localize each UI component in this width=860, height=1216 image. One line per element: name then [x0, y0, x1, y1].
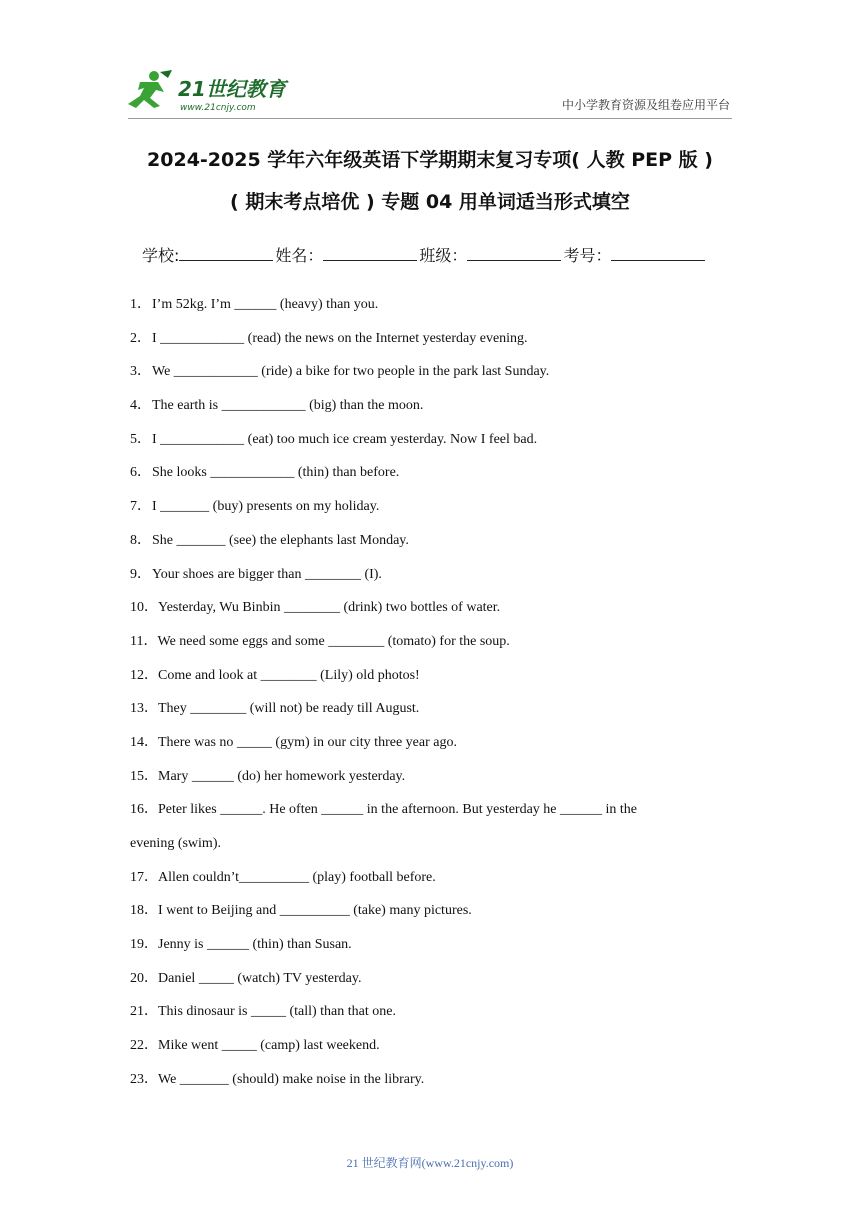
- question-number: 3．: [130, 364, 151, 380]
- question-text: There was no _____ (gym) in our city three year ago.: [158, 734, 457, 750]
- question-text: I went to Beijing and __________ (take) many pictures.: [158, 903, 472, 919]
- question-item: [130, 428, 730, 462]
- question-text: She _______ (see) the elephants last Monday.: [152, 532, 409, 548]
- question-item: [130, 327, 730, 361]
- question-text: Mary ______ (do) her homework yesterday.: [158, 768, 406, 784]
- question-number: 23．: [130, 1071, 158, 1087]
- question-text: Come and look at ________ (Lily) old photos!: [158, 667, 420, 683]
- student-info-fields: [142, 243, 707, 266]
- question-number: 17．: [130, 869, 158, 885]
- name-blank[interactable]: [323, 244, 417, 261]
- question-text: We _______ (should) make noise in the library.: [158, 1071, 425, 1087]
- question-text: Daniel _____ (watch) TV yesterday.: [158, 970, 362, 986]
- question-number: 22．: [130, 1038, 158, 1054]
- question-number: 2．: [130, 330, 151, 346]
- question-item: [130, 1000, 730, 1034]
- question-number: 11．: [130, 633, 158, 649]
- question-item: [130, 293, 730, 327]
- question-item: [130, 563, 730, 597]
- question-item: [130, 1068, 730, 1102]
- question-item: [130, 967, 730, 1001]
- question-number: 9．: [130, 566, 151, 582]
- question-list: [130, 293, 730, 1102]
- question-text: Yesterday, Wu Binbin ________ (drink) two bottles of water.: [158, 600, 501, 616]
- question-item: [130, 899, 730, 933]
- question-number: 8．: [130, 532, 151, 548]
- question-number: 5．: [130, 431, 151, 447]
- question-number: 19．: [130, 937, 158, 953]
- question-number: 1．: [130, 297, 151, 312]
- page-footer[interactable]: 21 世纪教育网(www.21cnjy.com): [346, 1156, 514, 1170]
- question-text: Mike went _____ (camp) last weekend.: [158, 1038, 380, 1054]
- question-item: [130, 394, 730, 428]
- question-item: [130, 765, 730, 799]
- question-text: She looks ____________ (thin) than before.: [152, 465, 400, 481]
- question-text: Peter likes ______. He often ______ in the afternoon. But yesterday he ______ in the: [158, 802, 638, 818]
- question-text: We need some eggs and some ________ (tomato) for the soup.: [157, 633, 510, 649]
- page-title: 2024-2025 学年六年级英语下学期期末复习专项( 人教 PEP 版 ): [147, 149, 713, 171]
- question-text: I’m 52kg. I’m ______ (heavy) than you.: [152, 297, 379, 312]
- question-item: [130, 596, 730, 630]
- question-item: [130, 1034, 730, 1068]
- question-number: 4．: [130, 398, 151, 414]
- question-number: 6．: [130, 465, 151, 481]
- question-item: [130, 731, 730, 765]
- svg-text:www.21cnjy.com: www.21cnjy.com: [180, 103, 256, 113]
- question-item: [130, 697, 730, 731]
- platform-name: 中小学教育资源及组卷应用平台: [561, 98, 730, 112]
- question-item: [130, 630, 730, 664]
- question-item: [130, 664, 730, 698]
- question-text: Your shoes are bigger than ________ (I).: [152, 566, 382, 582]
- question-item: [130, 529, 730, 563]
- question-number: 12．: [130, 667, 158, 683]
- question-text: Jenny is ______ (thin) than Susan.: [158, 937, 352, 953]
- question-text: I _______ (buy) presents on my holiday.: [152, 499, 380, 515]
- question-number: 21．: [130, 1004, 158, 1020]
- question-number: 14．: [130, 734, 158, 750]
- svg-text:21世纪教育: 21世纪教育: [178, 77, 286, 101]
- exam-number-label: 考号：: [563, 246, 612, 265]
- site-logo: [120, 68, 290, 116]
- question-number: 15．: [130, 768, 158, 784]
- question-text: evening (swim).: [130, 836, 221, 851]
- exam-number-blank[interactable]: [611, 244, 705, 261]
- question-item: [130, 360, 730, 394]
- question-item: [130, 866, 730, 900]
- school-label: 学校:: [142, 246, 180, 265]
- question-item: [130, 495, 730, 529]
- question-number: 16．: [130, 802, 158, 818]
- question-number: 10．: [130, 600, 158, 616]
- question-text: This dinosaur is _____ (tall) than that one.: [158, 1004, 396, 1020]
- question-text: The earth is ____________ (big) than the moon.: [152, 398, 424, 414]
- page-header: [0, 0, 860, 118]
- question-text: I ____________ (eat) too much ice cream yesterday. Now I feel bad.: [152, 431, 538, 447]
- question-number: 18．: [130, 903, 158, 919]
- question-continuation: [130, 832, 730, 866]
- class-label: 班级：: [419, 246, 468, 265]
- question-item: [130, 798, 730, 832]
- question-number: 13．: [130, 701, 158, 717]
- header-divider: [128, 118, 732, 119]
- question-text: They ________ (will not) be ready till August.: [158, 701, 420, 717]
- question-item: [130, 933, 730, 967]
- question-number: 7．: [130, 499, 151, 515]
- question-text: Allen couldn’t__________ (play) football before.: [158, 869, 436, 885]
- question-item: [130, 461, 730, 495]
- name-label: 姓名：: [275, 246, 324, 265]
- class-blank[interactable]: [467, 244, 561, 261]
- question-number: 20．: [130, 970, 158, 986]
- question-text: I ____________ (read) the news on the Internet yesterday evening.: [152, 330, 528, 346]
- school-blank[interactable]: [179, 244, 273, 261]
- page-subtitle: ( 期末考点培优 ) 专题 04 用单词适当形式填空: [230, 191, 630, 213]
- runner-icon: [128, 70, 172, 108]
- question-text: We ____________ (ride) a bike for two people in the park last Sunday.: [152, 364, 550, 380]
